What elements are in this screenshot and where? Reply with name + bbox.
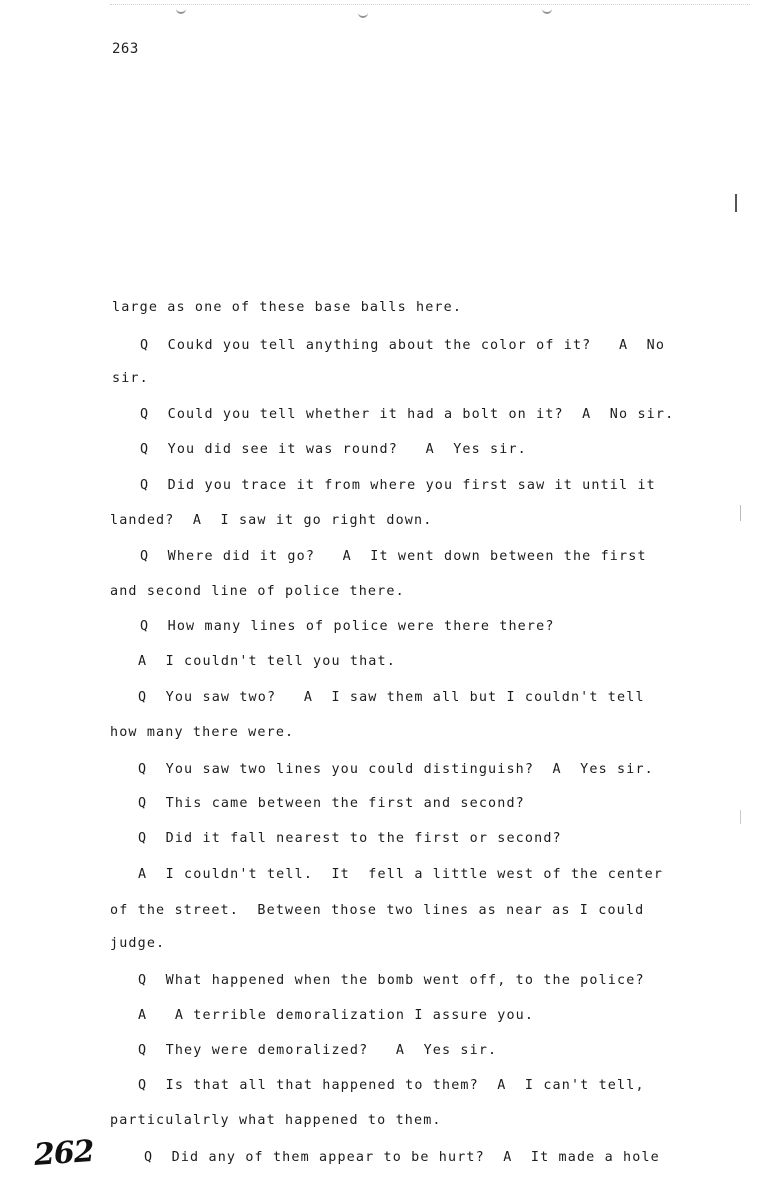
transcript-line: Q You saw two lines you could distinguish? A Yes sir. (138, 762, 654, 777)
transcript-line: of the street. Between those two lines as near as I could (110, 903, 645, 918)
transcript-line: Q Did any of them appear to be hurt? A It made a hole (144, 1150, 660, 1165)
transcript-line: A I couldn't tell you that. (138, 654, 396, 669)
transcript-line: Q Could you tell whether it had a bolt on it? A No sir. (140, 407, 675, 422)
margin-mark (740, 505, 741, 521)
transcript-line: Q Did you trace it from where you first saw it until it (140, 478, 656, 493)
margin-mark (735, 194, 737, 212)
transcript-line: Q What happened when the bomb went off, to the police? (138, 973, 645, 988)
transcript-line: large as one of these base balls here. (112, 300, 463, 315)
transcript-line: how many there were. (110, 725, 295, 740)
transcript-line: Q How many lines of police were there there? (140, 619, 555, 634)
transcript-line: Q This came between the first and second? (138, 796, 525, 811)
handwritten-page-number: 262 (32, 1133, 95, 1174)
margin-mark (740, 810, 741, 824)
transcript-line: A A terrible demoralization I assure you. (138, 1008, 535, 1023)
ink-speck (542, 9, 552, 14)
transcript-line: judge. (110, 936, 166, 951)
transcript-line: and second line of police there. (110, 584, 405, 599)
transcript-line: Q You saw two? A I saw them all but I couldn't tell (138, 690, 645, 705)
transcript-line: Q Coukd you tell anything about the color of it? A No (140, 338, 666, 353)
transcript-line: landed? A I saw it go right down. (110, 513, 433, 528)
transcript-line: A I couldn't tell. It fell a little west of the center (138, 867, 664, 882)
ink-speck (358, 13, 368, 18)
transcript-line: Q Is that all that happened to them? A I can't tell, (138, 1078, 645, 1093)
page-number: 263 (112, 41, 139, 57)
transcript-line: Q You did see it was round? A Yes sir. (140, 442, 527, 457)
ink-speck (176, 9, 186, 14)
transcript-line: Q Where did it go? A It went down between the first (140, 549, 647, 564)
transcript-line: Q They were demoralized? A Yes sir. (138, 1043, 498, 1058)
transcript-line: particulalrly what happened to them. (110, 1113, 442, 1128)
transcript-line: sir. (112, 371, 149, 386)
transcript-line: Q Did it fall nearest to the first or second? (138, 831, 562, 846)
scan-edge-artifact (110, 4, 750, 19)
